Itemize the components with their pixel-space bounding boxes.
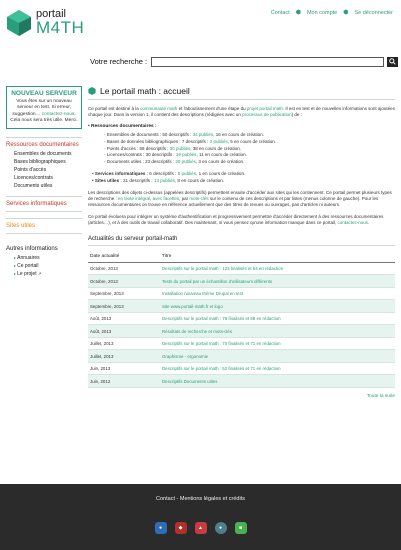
- search-types-paragraph: [88, 190, 395, 208]
- hexagon-logo-icon: [6, 9, 32, 37]
- para2-text-4: sur le contenu de ces descriptions et par listes (menus colonne de gauche). Pour les ressources documentaires on trouve en référence actuellement que des titres de revues ou ouvrages, pas d'articles ni auteurs.: [88, 195, 379, 207]
- news-table: [88, 251, 395, 388]
- facets-link[interactable]: avec facettes: [152, 195, 180, 201]
- hexagon-title-icon: [88, 87, 96, 95]
- resources-heading: • Ressources documentaires :: [88, 124, 157, 129]
- news-title-link[interactable]: Installation nouveau thème Drupal en test: [160, 287, 395, 300]
- keywords-link[interactable]: mots-clés: [189, 195, 209, 201]
- logout-link[interactable]: Se déconnecter: [354, 9, 393, 16]
- search-input[interactable]: [151, 57, 384, 67]
- le-projet-label: Le projet: [17, 271, 37, 278]
- summary-text: , 3 en cours de création.: [195, 159, 245, 165]
- my-account-link[interactable]: Mon compte: [306, 9, 338, 16]
- sidebar: [6, 86, 82, 278]
- services-summary-list: [92, 170, 395, 184]
- table-row: [88, 337, 395, 350]
- published-link[interactable]: 30 publiés: [169, 145, 191, 151]
- news-title-link[interactable]: Descriptifs Documents utiles: [160, 375, 395, 388]
- search-button[interactable]: [387, 57, 398, 67]
- news-table-body: [88, 262, 395, 387]
- intro-text-3: . Il est en test et de nouvelles informations sont ajoutées chaque jour. Dans la version 1, il contient des descriptions (rédigées avec un: [88, 106, 395, 117]
- notice-text-before: Vous êtes sur un nouveau serveur en test. Si erreur, suggestion…: [12, 99, 72, 117]
- services-label: Services informatiques: [6, 201, 67, 208]
- logo-green-icon[interactable]: ■: [235, 522, 247, 534]
- news-title-link[interactable]: Descriptifs sur le portail math : 52 finalisés et 71 en rédaction: [160, 362, 395, 375]
- news-title-link[interactable]: Site www.portail-math.fr et logo: [160, 300, 395, 313]
- summary-text: : 21 descriptifs :: [119, 177, 154, 183]
- para3-text-2: .: [368, 219, 370, 225]
- insmi-logo-icon[interactable]: ◆: [175, 522, 187, 534]
- news-title-link[interactable]: Descriptifs sur le portail math : 78 finalisés et 68 en rédaction: [160, 312, 395, 325]
- para2-text-1: Les descriptions des objets ci-dessus (appelées descriptifs) permettent ensuite d'accéder aux sites qui les contiennent. Ce portail permet plusieurs types de recherche :: [88, 189, 392, 201]
- page-title: [88, 86, 395, 100]
- news-date: Août, 2013: [88, 312, 160, 325]
- top-links: [271, 9, 393, 16]
- news-date: Octobre, 2013: [88, 275, 160, 288]
- summary-text: , 8 en cours de création.: [174, 177, 225, 183]
- news-date: Juin, 2013: [88, 362, 160, 375]
- sites-label: Sites utiles: [6, 223, 36, 230]
- search-icon: [389, 58, 396, 65]
- mathrice-logo-icon[interactable]: ▲: [195, 522, 207, 534]
- resource-summary-item: [104, 159, 395, 166]
- resources-section: [6, 137, 82, 190]
- full-text-link[interactable]: en texte intégral: [118, 195, 151, 201]
- sidebar-item-sites[interactable]: [6, 218, 82, 234]
- notice-text-after: . Cela nous sera très utile. Merci.: [10, 111, 78, 123]
- news-title-link[interactable]: Tests du portail par un échantillon d'utilisateurs différents: [160, 275, 395, 288]
- table-row: [88, 362, 395, 375]
- news-title-link[interactable]: Graphisme - ergonomie: [160, 350, 395, 363]
- table-row: [88, 287, 395, 300]
- summary-text: , 1 en cours de création.: [196, 170, 246, 176]
- resources-summary-list: [104, 132, 395, 166]
- table-row: [88, 375, 395, 388]
- table-header-row: [88, 251, 395, 263]
- page-title-text: Le portail math : accueil: [100, 86, 190, 96]
- notice-text: [10, 99, 78, 124]
- summary-text: Ensembles de documents : 50 descriptifs :: [106, 132, 193, 137]
- other-info-title: Autres informations: [6, 246, 58, 253]
- all-news-link-wrap: [88, 394, 395, 399]
- site-logo[interactable]: [6, 8, 85, 38]
- para3-text-1: Ce portail évoluera pour intégrer un système d'authentification et progressivement permettre d'accéder directement à des ressources documentaires (articles…), et à des outils de travail collaboratif. Des maintenant, si vous pensez qu'une information manque dans ce portail,: [88, 213, 384, 225]
- contact-us-link[interactable]: contactez-nous: [337, 219, 369, 225]
- resource-summary-item: [104, 152, 395, 159]
- logo-text-math: M4TH: [36, 18, 85, 37]
- published-link[interactable]: 34 publiés: [192, 132, 214, 137]
- resource-summary-item: [104, 132, 395, 139]
- cnrs-logo-icon[interactable]: ●: [155, 522, 167, 534]
- service-summary-item: [92, 177, 395, 184]
- news-title: Actualités du serveur portail-math: [88, 236, 395, 246]
- news-date: Août, 2013: [88, 325, 160, 338]
- footer: [0, 484, 401, 550]
- search-bar: [90, 56, 398, 67]
- hexagon-bullet-icon: ⬢: [295, 10, 301, 16]
- sidebar-item-ce-portail[interactable]: ▸ Ce portail: [14, 262, 82, 270]
- intro-text-2: et l'aboutissement d'une étape du: [177, 106, 247, 111]
- partner-logos: [0, 522, 401, 534]
- rnbm-logo-icon[interactable]: ●: [215, 522, 227, 534]
- table-row: [88, 300, 395, 313]
- news-date: Juillet, 2013: [88, 350, 160, 363]
- sidebar-item-points-acces[interactable]: Points d'accès: [14, 167, 47, 174]
- processus-publication-link[interactable]: processus de publication: [242, 112, 292, 117]
- header: [0, 0, 401, 44]
- news-date: Septembre, 2013: [88, 287, 160, 300]
- summary-text: Points d'accès : 68 descriptifs :: [106, 145, 170, 151]
- resources-list: [6, 150, 82, 190]
- communaute-math-link[interactable]: communauté math: [140, 106, 178, 111]
- sidebar-item-le-projet[interactable]: [14, 270, 82, 278]
- notice-title: NOUVEAU SERVEUR: [11, 90, 77, 97]
- external-link-icon: ↗: [37, 271, 42, 277]
- search-label: Votre recherche :: [90, 57, 148, 66]
- news-date: Septembre, 2013: [88, 300, 160, 313]
- table-row: [88, 275, 395, 288]
- summary-text: Licences/contrats : 30 descriptifs :: [106, 152, 176, 158]
- main-content: [88, 86, 395, 399]
- para2-text-3: , par: [179, 195, 190, 201]
- notice-contact-link[interactable]: contactez-nous: [41, 111, 75, 117]
- news-date: Octobre, 2013: [88, 262, 160, 275]
- summary-text: , 38 en cours de création.: [190, 145, 242, 151]
- published-link[interactable]: 13 publiés: [153, 177, 175, 183]
- para2-text-2: ,: [150, 195, 153, 201]
- logo-text-portail: portail: [36, 8, 66, 20]
- column-header-title[interactable]: Titre: [160, 251, 395, 263]
- resources-heading-text: Ressources documentaires :: [91, 124, 157, 129]
- evolution-paragraph: [88, 214, 395, 226]
- projet-portail-link[interactable]: projet portail math: [246, 106, 283, 111]
- column-header-date[interactable]: Date actualité: [88, 251, 160, 263]
- summary-label: Sites utiles: [94, 177, 120, 183]
- table-row: [88, 350, 395, 363]
- new-server-notice: [6, 86, 82, 129]
- resource-summary-item: [104, 139, 395, 146]
- news-title-link[interactable]: Descriptifs sur le portail math : 70 finalisés et 71 en rédaction: [160, 337, 395, 350]
- sidebar-item-annuaires[interactable]: ▸ Annuaires: [14, 254, 82, 262]
- summary-text: , 5 en cours de création.: [227, 138, 276, 144]
- intro-text-1: Ce portail est destiné à la: [88, 106, 141, 111]
- published-link[interactable]: 5 publiés: [177, 170, 197, 176]
- news-title-link[interactable]: Descriptifs sur le portail math : 123 finalisés et 64 en rédaction: [160, 262, 395, 275]
- resource-summary-item: [104, 146, 395, 153]
- published-link[interactable]: 2 publiés: [209, 138, 228, 144]
- other-info-list: [6, 254, 82, 278]
- sidebar-item-documents-utiles[interactable]: Documents utiles: [14, 183, 53, 190]
- summary-text: Documents utiles : 23 descriptifs :: [106, 159, 176, 165]
- summary-text: : 6 descriptifs :: [145, 170, 178, 176]
- resources-title[interactable]: Ressources documentaires: [6, 142, 79, 149]
- sidebar-item-services[interactable]: [6, 196, 82, 212]
- sidebar-item-ensembles[interactable]: Ensembles de documents: [14, 151, 72, 158]
- summary-text: Bases de données bibliographiques : 7 descriptifs :: [106, 138, 210, 144]
- other-info-section: [6, 242, 82, 278]
- sidebar-item-bases[interactable]: Bases bibliographiques: [14, 159, 66, 166]
- table-row: [88, 312, 395, 325]
- footer-links[interactable]: Contact - Mentions légales et crédits: [156, 496, 245, 502]
- news-title-link[interactable]: Résultats de recherche et mots-clés: [160, 325, 395, 338]
- sidebar-item-licences[interactable]: Licences/contrats: [14, 175, 53, 182]
- news-date: Juin, 2012: [88, 375, 160, 388]
- service-summary-item: [92, 170, 395, 177]
- table-row: [88, 262, 395, 275]
- intro-paragraph: [88, 106, 395, 118]
- news-date: Juillet, 2013: [88, 337, 160, 350]
- published-link[interactable]: 19 publiés: [175, 152, 197, 158]
- table-row: [88, 325, 395, 338]
- summary-label: Services informatiques: [94, 170, 146, 176]
- summary-text: , 16 en cours de création.: [213, 132, 264, 137]
- intro-text-4: ) de :: [291, 112, 302, 117]
- contact-link[interactable]: Contact: [270, 9, 290, 16]
- summary-text: , 11 en cours de création.: [196, 152, 247, 158]
- published-link[interactable]: 20 publiés: [175, 159, 196, 165]
- all-news-link[interactable]: Toute la suite: [366, 393, 395, 399]
- hexagon-bullet-icon: ⬢: [343, 10, 349, 16]
